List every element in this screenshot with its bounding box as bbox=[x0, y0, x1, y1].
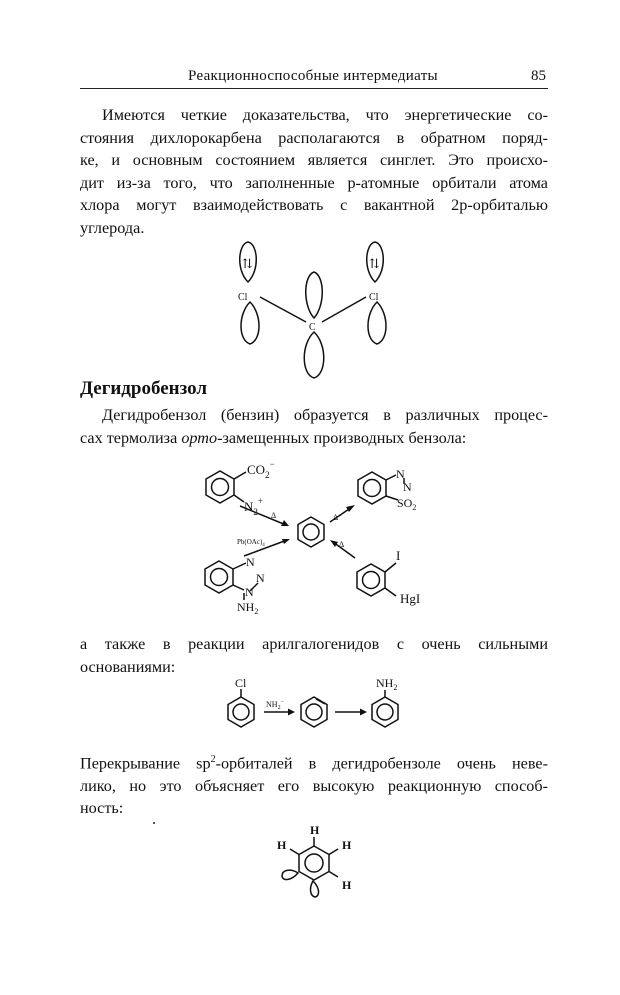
orbital-lobe bbox=[282, 870, 298, 879]
text-fragment: -орбиталей в дегидробензоле очень неве- bbox=[215, 754, 548, 773]
text-fragment: Перекрывание sp bbox=[80, 754, 211, 773]
aromatic-circle bbox=[377, 704, 393, 720]
aromatic-circle bbox=[233, 704, 249, 720]
text-line: дит из-за того, что заполненные р-атомные орбитали атома bbox=[80, 173, 548, 192]
arrowhead bbox=[330, 540, 338, 547]
heat-symbol: Δ bbox=[271, 511, 277, 520]
benzyne-generation-scheme bbox=[205, 471, 404, 600]
hgi-label: HgI bbox=[400, 591, 421, 606]
electron-pair-icon: ⇅ bbox=[369, 256, 380, 271]
running-head-title: Реакционноспособные интермедиаты bbox=[188, 68, 438, 84]
heat-symbol: Δ bbox=[333, 513, 339, 522]
atom-label-c: C bbox=[309, 322, 316, 333]
orbital-lobe bbox=[311, 881, 319, 897]
diazonium-label: $N_2^+$ bbox=[244, 496, 263, 517]
benzene-ring bbox=[358, 472, 386, 504]
benzene-ring bbox=[205, 561, 233, 593]
triazole-n2-label: N bbox=[256, 571, 265, 585]
hydrogen-label: H bbox=[310, 823, 320, 837]
bond-line bbox=[322, 297, 366, 322]
text-line: Дегидробензол (бензин) образуется в различных процес- bbox=[102, 406, 548, 424]
benzene-ring bbox=[228, 697, 254, 727]
text-line: углерода. bbox=[80, 218, 145, 237]
orbital-lobe bbox=[241, 302, 259, 344]
text-line: хлора могут взаимодействовать с вакантной 2р-орбиталью bbox=[80, 196, 548, 214]
italic-term: орто bbox=[181, 428, 218, 447]
orbital-lobe bbox=[306, 272, 323, 318]
section-heading: Дегидробензол bbox=[80, 378, 208, 399]
chloro-label: Cl bbox=[235, 676, 247, 690]
aromatic-circle bbox=[364, 480, 381, 497]
arylhalide-scheme bbox=[228, 689, 398, 727]
superscript: 2 bbox=[210, 754, 216, 765]
orbital-lobe bbox=[304, 332, 324, 378]
bond-line bbox=[260, 297, 306, 322]
arrowhead bbox=[288, 709, 295, 716]
aromatic-circle bbox=[212, 479, 229, 496]
text-line: лико, но это объясняет его высокую реакционную способ- bbox=[80, 776, 548, 795]
triazole-n3-label: N bbox=[245, 585, 254, 599]
benzene-ring bbox=[372, 697, 398, 727]
atom-label-cl-right: Cl bbox=[369, 292, 379, 303]
triazole-n1-label: N bbox=[246, 555, 255, 569]
heat-symbol: Δ bbox=[339, 540, 345, 549]
benzene-ring bbox=[357, 564, 385, 596]
hydrogen-label: H bbox=[277, 838, 287, 852]
hydrogen-label: H bbox=[342, 838, 352, 852]
orbital-lobe bbox=[368, 302, 386, 344]
benzene-ring bbox=[206, 471, 234, 503]
electron-pair-icon: ⇅ bbox=[242, 256, 253, 271]
text-fragment: -замещенных производных бензола: bbox=[217, 428, 467, 447]
aromatic-circle bbox=[306, 704, 322, 720]
aniline-nh2-label: $NH_2$ bbox=[376, 676, 398, 692]
page-number: 85 bbox=[531, 68, 546, 84]
thiadiazole-so2-label: $SO_2$ bbox=[397, 496, 417, 512]
iodo-label: I bbox=[396, 548, 401, 563]
text-line: основаниями: bbox=[80, 657, 176, 676]
aromatic-circle bbox=[305, 854, 323, 872]
aromatic-circle bbox=[211, 569, 228, 586]
benzyne-ring bbox=[299, 846, 329, 880]
text-line: ке, и основным состоянием является синглет. Это происхо- bbox=[80, 151, 548, 169]
arrowhead bbox=[360, 709, 367, 716]
amide-base-label: $NH_2^-$ bbox=[266, 699, 284, 711]
atom-label-cl-left: Cl bbox=[238, 292, 248, 303]
aromatic-circle bbox=[363, 572, 380, 589]
thiadiazole-n1-label: N bbox=[396, 467, 405, 481]
benzyne-ring bbox=[298, 517, 324, 547]
hydrogen-label: H bbox=[342, 878, 352, 892]
benzyne-overlap-diagram bbox=[282, 837, 338, 897]
text-fragment: сах термолиза bbox=[80, 428, 182, 447]
thiadiazole-n2-label: N bbox=[403, 480, 412, 494]
carboxylate-label: $CO_2^-$ bbox=[247, 459, 275, 480]
text-line: стояния дихлорокарбена располагаются в обратном поряд- bbox=[80, 128, 548, 147]
text-line: ность: bbox=[80, 799, 124, 818]
reagent-label: $Pb(OAc)_4$ bbox=[237, 538, 265, 548]
triazole-nh2-label: $NH_2$ bbox=[237, 600, 259, 616]
text-line: а также в реакции арилгалогенидов с очень сильными bbox=[80, 635, 548, 653]
text-line: Имеются четкие доказательства, что энергетические со- bbox=[102, 106, 548, 124]
carbene-orbital-diagram bbox=[240, 242, 386, 378]
benzyne-ring bbox=[301, 697, 327, 727]
arrowhead bbox=[282, 539, 290, 544]
aromatic-circle bbox=[303, 524, 319, 540]
